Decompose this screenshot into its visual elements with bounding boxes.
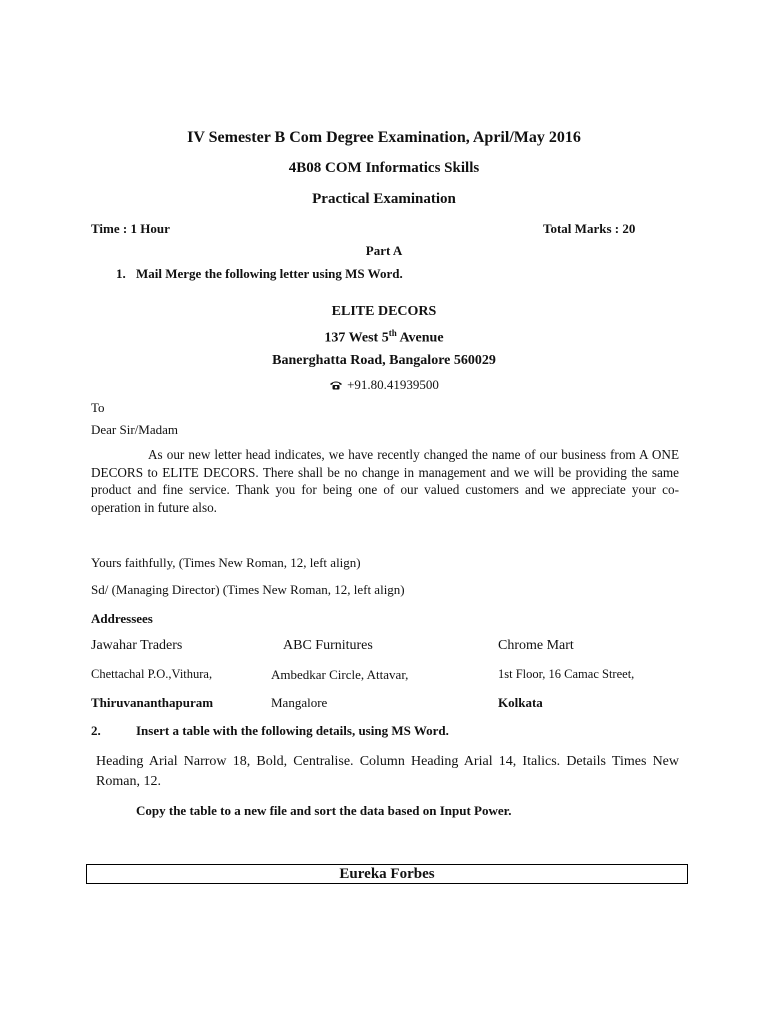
letter-signature: Sd/ (Managing Director) (Times New Roman, 12, left align) [91, 582, 405, 597]
letterhead-address-line2: Banerghatta Road, Bangalore 560029 [272, 353, 496, 368]
letterhead-address-line1: 137 West 5th Avenue [324, 328, 444, 346]
addressee-1-name: Jawahar Traders [91, 638, 183, 653]
addressee-3-line: 1st Floor, 16 Camac Street, [498, 667, 635, 681]
eureka-forbes-table [86, 864, 688, 884]
part-heading: Part A [365, 243, 403, 258]
addressee-2-name: ABC Furnitures [283, 638, 373, 653]
q2-format-instructions: Heading Arial Narrow 18, Bold, Centralise. Column Heading Arial 14, Italics. Details Times New Roman, 12. [96, 754, 679, 789]
addressee-1-line: Chettachal P.O.,Vithura, [91, 667, 213, 681]
q2-number: 2. [91, 723, 101, 738]
q2-text: Insert a table with the following details, using MS Word. [136, 723, 449, 738]
exam-type: Practical Examination [312, 191, 456, 207]
addressees-heading: Addressees [91, 611, 153, 626]
letter-body: As our new letter head indicates, we have recently changed the name of our business from A ONE DECORS to ELITE DECORS. There shall be no change in management and we will be providing the same product and fine service. Thank you for being one of our valued customers and we appreciate your co- operation in future also. [91, 447, 679, 515]
table-heading: Eureka Forbes [339, 866, 435, 882]
q1-number: 1. [116, 266, 126, 281]
q1-text: Mail Merge the following letter using MS Word. [136, 266, 403, 281]
time-label: Time : 1 Hour [91, 221, 170, 236]
letter-closing: Yours faithfully, (Times New Roman, 12, left align) [91, 555, 361, 570]
exam-title: IV Semester B Com Degree Examination, April/May 2016 [187, 129, 581, 146]
addressee-3-city: Kolkata [498, 695, 543, 710]
total-marks-label: Total Marks : 20 [543, 221, 636, 236]
addressee-1-city: Thiruvananthapuram [91, 695, 214, 710]
addressee-2-line: Ambedkar Circle, Attavar, [271, 667, 409, 682]
letter-salutation: Dear Sir/Madam [91, 422, 179, 437]
telephone-icon [329, 380, 343, 390]
letter-to: To [91, 400, 105, 415]
addressee-3-name: Chrome Mart [498, 638, 574, 653]
subject-title: 4B08 COM Informatics Skills [288, 160, 480, 176]
letterhead-phone: +91.80.41939500 [0, 377, 768, 393]
addressee-2-city: Mangalore [271, 695, 328, 710]
q2-copy-instruction: Copy the table to a new file and sort the data based on Input Power. [136, 803, 512, 818]
letterhead-company: ELITE DECORS [331, 304, 437, 319]
